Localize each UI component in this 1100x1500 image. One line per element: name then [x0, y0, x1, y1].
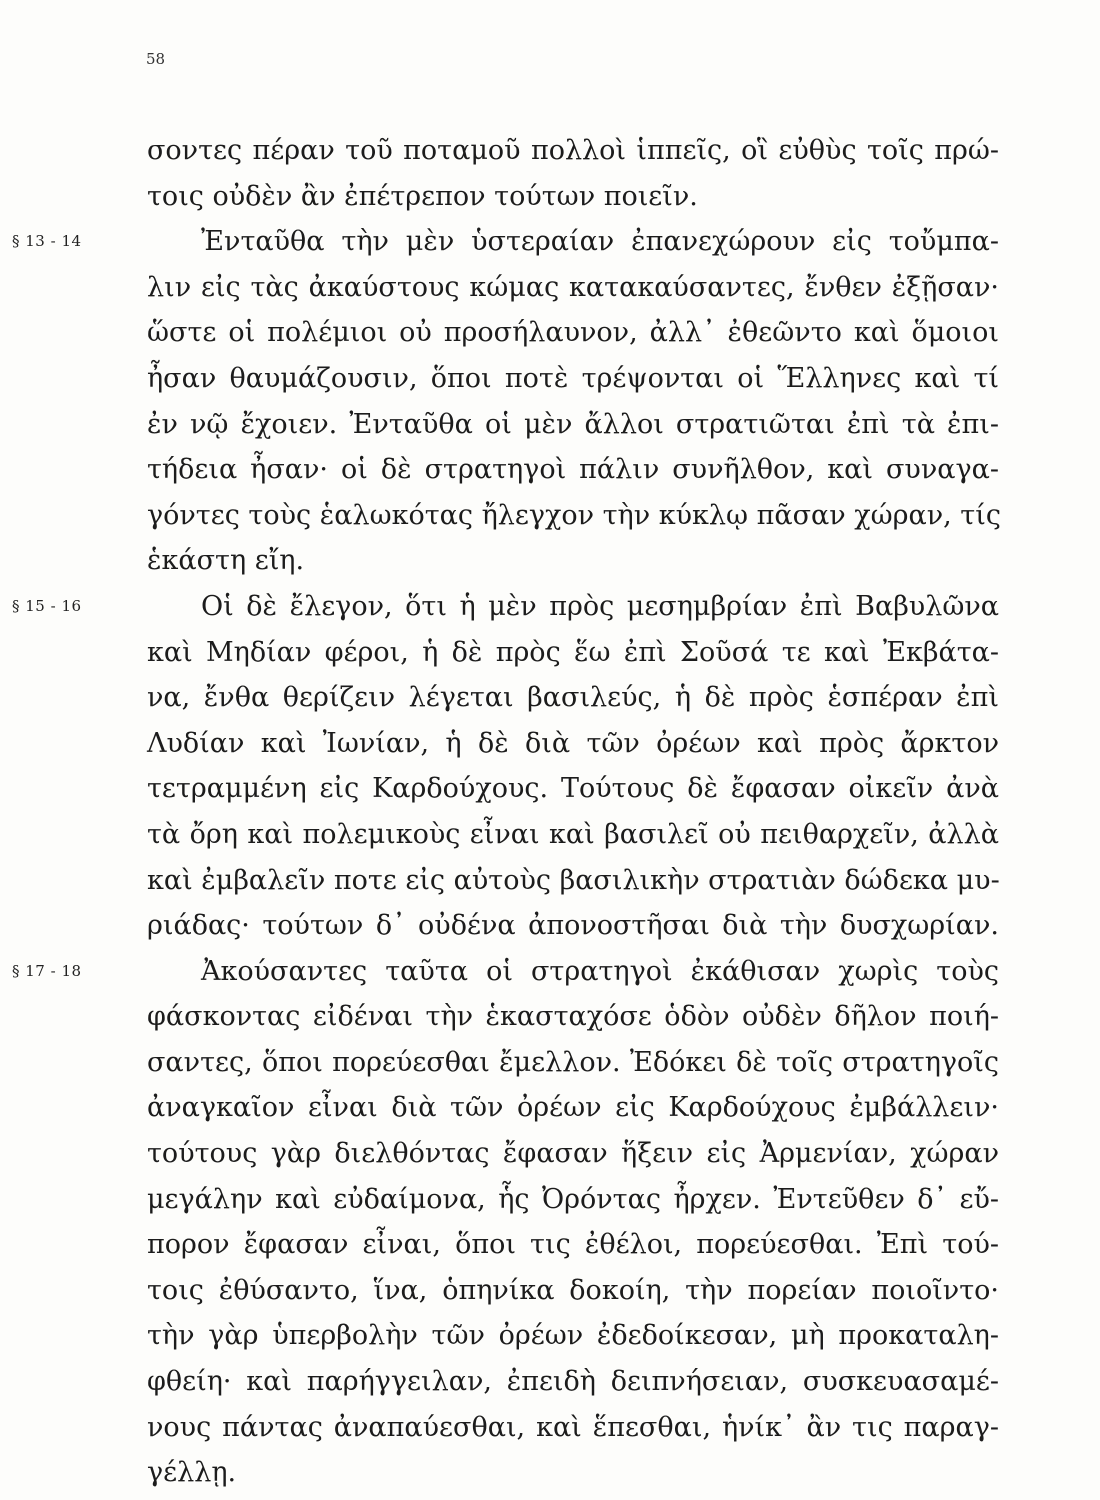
line-text: ἐν νῷ ἔχοιεν. Ἐνταῦθα οἱ μὲν ἄλλοι στρατιῶται ἐπὶ τὰ ἐπι- [147, 408, 999, 440]
text-line [147, 1313, 999, 1359]
line-text: πορον ἔφασαν εἶναι, ὅποι τις ἐθέλοι, πορεύεσθαι. Ἐπὶ τού- [147, 1229, 999, 1261]
line-text: νους πάντας ἀναπαύεσθαι, καὶ ἕπεσθαι, ἡνίκ᾽ ἂν τις παραγ- [147, 1411, 999, 1443]
text-line [147, 1359, 999, 1405]
line-text: τοις ἐθύσαντο, ἵνα, ὁπηνίκα δοκοίη, τὴν πορείαν ποιοῖντο· [147, 1274, 999, 1306]
text-line [12, 584, 999, 630]
line-text: ἑκάστη εἴη. [147, 545, 305, 577]
line-text: μεγάλην καὶ εὐδαίμονα, ἧς Ὀρόντας ἦρχεν. Ἐντεῦθεν δ᾽ εὔ- [147, 1183, 999, 1215]
text-line [147, 174, 999, 220]
text-line [147, 1450, 999, 1496]
text-line [147, 265, 999, 311]
greek-text-body [12, 128, 1001, 1496]
line-text: τὰ ὄρη καὶ πολεμικοὺς εἶναι καὶ βασιλεῖ οὐ πειθαρχεῖν, ἀλλὰ [147, 818, 999, 850]
section-marker-13-14: § 13 - 14 [12, 232, 82, 251]
line-text: Ἐνταῦθα τὴν μὲν ὑστεραίαν ἐπανεχώρουν εἰς τοὔμπα- [201, 226, 999, 258]
line-text: καὶ ἐμβαλεῖν ποτε εἰς αὐτοὺς βασιλικὴν στρατιὰν δώδεκα μυ- [147, 864, 1000, 896]
text-line [147, 858, 999, 904]
line-text: λιν εἰς τὰς ἀκαύστους κώμας κατακαύσαντες, ἔνθεν ἐξῇσαν· [147, 271, 999, 303]
line-text: ἦσαν θαυμάζουσιν, ὅποι ποτὲ τρέψονται οἱ Ἕλληνες καὶ τί [147, 362, 999, 394]
line-text: καὶ Μηδίαν φέροι, ἡ δὲ πρὸς ἕω ἐπὶ Σοῦσά τε καὶ Ἐκβάτα- [147, 636, 999, 668]
line-text: σοντες πέραν τοῦ ποταμοῦ πολλοὶ ἱππεῖς, οἳ εὐθὺς τοῖς πρώ- [147, 135, 999, 166]
line-text: τὴν γὰρ ὑπερβολὴν τῶν ὀρέων ἐδεδοίκεσαν, μὴ προκαταλη- [147, 1320, 999, 1352]
text-line [147, 675, 999, 721]
text-line [147, 1131, 999, 1177]
line-text: φθείη· καὶ παρήγγειλαν, ἐπειδὴ δειπνήσειαν, συσκευασαμέ- [147, 1366, 999, 1398]
text-line [147, 766, 999, 812]
line-text: να, ἔνθα θερίζειν λέγεται βασιλεύς, ἡ δὲ πρὸς ἑσπέραν ἐπὶ [147, 682, 999, 714]
line-text: φάσκοντας εἰδέναι τὴν ἑκασταχόσε ὁδὸν οὐδὲν δῆλον ποιή- [147, 1001, 999, 1033]
line-text: ἀναγκαῖον εἶναι διὰ τῶν ὀρέων εἰς Καρδούχους ἐμβάλλειν· [147, 1092, 999, 1124]
text-line [147, 630, 999, 676]
text-line [147, 402, 999, 448]
text-line [147, 356, 999, 402]
section-marker-17-18: § 17 - 18 [12, 961, 82, 980]
text-line [147, 1177, 999, 1223]
text-line [147, 128, 999, 174]
text-line [147, 538, 999, 584]
text-line [147, 1222, 999, 1268]
text-line [147, 812, 999, 858]
line-text: γέλλῃ. [147, 1457, 237, 1489]
text-line [147, 903, 999, 949]
section-marker-15-16: § 15 - 16 [12, 596, 82, 615]
line-text: τετραμμένη εἰς Καρδούχους. Τούτους δὲ ἔφασαν οἰκεῖν ἀνὰ [147, 773, 999, 805]
line-text: σαντες, ὅποι πορεύεσθαι ἔμελλον. Ἐδόκει δὲ τοῖς στρατηγοῖς [147, 1046, 999, 1078]
text-line [147, 1268, 999, 1314]
text-line [12, 949, 999, 995]
line-text: τοις οὐδὲν ἂν ἐπέτρεπον τούτων ποιεῖν. [147, 180, 698, 212]
line-text: Ἀκούσαντες ταῦτα οἱ στρατηγοὶ ἐκάθισαν χωρὶς τοὺς [201, 955, 999, 987]
line-text: ὥστε οἱ πολέμιοι οὐ προσήλαυνον, ἀλλ᾽ ἐθεῶντο καὶ ὅμοιοι [147, 317, 999, 349]
text-line [147, 1405, 999, 1451]
line-text: γόντες τοὺς ἑαλωκότας ἤλεγχον τὴν κύκλῳ πᾶσαν χώραν, τίς [147, 499, 1001, 531]
line-text: Οἱ δὲ ἔλεγον, ὅτι ἡ μὲν πρὸς μεσημβρίαν ἐπὶ Βαβυλῶνα [201, 590, 999, 622]
page-number: 58 [146, 50, 166, 68]
line-text: Λυδίαν καὶ Ἰωνίαν, ἡ δὲ διὰ τῶν ὀρέων καὶ πρὸς ἄρκτον [147, 727, 999, 759]
text-line [147, 994, 999, 1040]
line-text: ριάδας· τούτων δ᾽ οὐδένα ἀπονοστῆσαι διὰ τὴν δυσχωρίαν. [147, 910, 999, 942]
line-text: τήδεια ἦσαν· οἱ δὲ στρατηγοὶ πάλιν συνῆλθον, καὶ συναγα- [147, 454, 999, 486]
line-text: τούτους γὰρ διελθόντας ἔφασαν ἥξειν εἰς Ἀρμενίαν, χώραν [147, 1138, 999, 1170]
text-line [147, 1040, 999, 1086]
text-line [147, 493, 999, 539]
text-line [12, 219, 999, 265]
text-line [147, 1085, 999, 1131]
text-line [147, 721, 999, 767]
text-line [147, 447, 999, 493]
text-line [147, 310, 999, 356]
